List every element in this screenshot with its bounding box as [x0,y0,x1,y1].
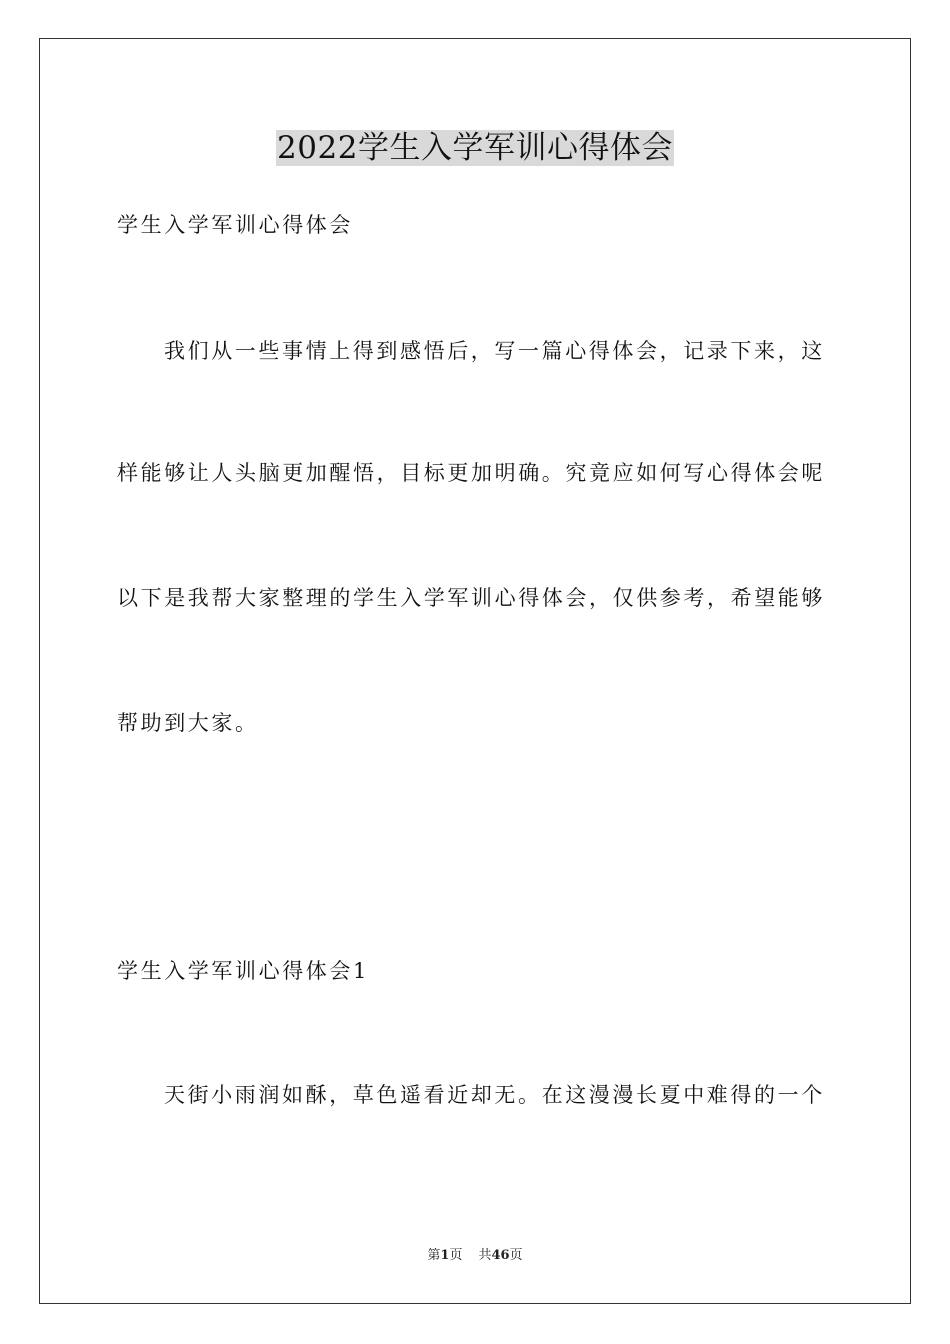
footer-page-number: 1 [440,1248,450,1263]
intro-line-4: 帮助到大家。 [117,711,259,735]
document-title-text: 2022学生入学军训心得体会 [277,130,673,166]
page-footer [0,1247,950,1265]
section-body-line-1: 天街小雨润如酥，草色遥看近却无。在这漫漫长夏中难得的一个 [164,1083,825,1107]
footer-total-prefix: 共 [478,1248,492,1263]
intro-line-2: 样能够让人头脑更加醒悟，目标更加明确。究竟应如何写心得体会呢 [117,461,825,485]
document-subtitle: 学生入学军训心得体会 [117,213,353,237]
footer-total-pages: 46 [491,1248,510,1263]
footer-page-prefix: 第 [427,1248,441,1263]
intro-line-3: 以下是我帮大家整理的学生入学军训心得体会，仅供参考，希望能够 [117,586,825,610]
intro-line-1: 我们从一些事情上得到感悟后，写一篇心得体会，记录下来，这 [164,339,825,363]
footer-page-suffix: 页 [449,1248,463,1263]
document-title [0,128,950,168]
footer-total-suffix: 页 [509,1248,523,1263]
section-heading: 学生入学军训心得体会1 [117,959,369,983]
